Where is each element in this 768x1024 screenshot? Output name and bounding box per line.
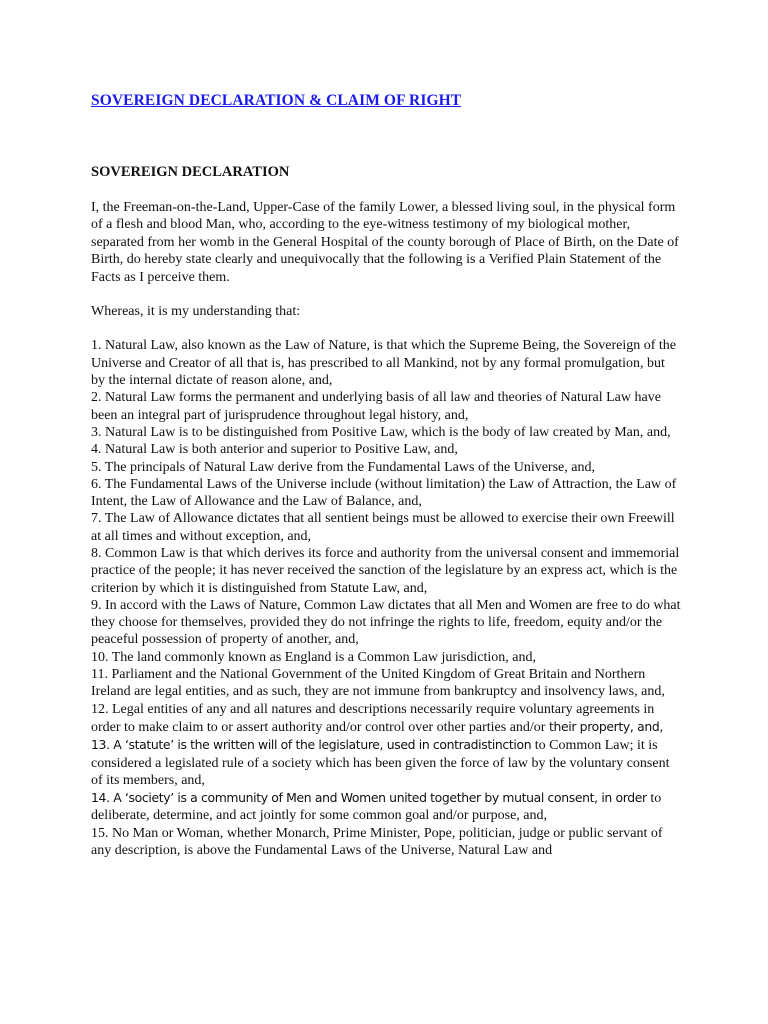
clause-3: 3. Natural Law is to be distinguished from Positive Law, which is the body of law created by Man, and, bbox=[91, 424, 671, 440]
clause-12-text: 12. Legal entities of any and all natures and descriptions necessarily require voluntary agreements in order to make claim to or assert authority and/or control over other parties and/or bbox=[91, 701, 655, 735]
clause-list bbox=[91, 337, 681, 859]
clause-5: 5. The principals of Natural Law derive from the Fundamental Laws of the Universe, and, bbox=[91, 459, 595, 475]
clause-11: 11. Parliament and the National Government of the United Kingdom of Great Britain and Northern Ireland are legal entities, and as such, they are not immune from bankruptcy and insolvency laws, and, bbox=[91, 667, 665, 700]
document-title-link[interactable]: SOVEREIGN DECLARATION & CLAIM OF RIGHT bbox=[91, 92, 462, 109]
clause-13-continuation: to Common Law; it is considered a legislated rule of a society which has been given the force of law by the voluntary consent of its members, and, bbox=[91, 738, 670, 788]
clause-8: 8. Common Law is that which derives its force and authority from the universal consent and immemorial practice of the people; it has never received the sanction of the legislature by an express act, which is the criterion by which it is distinguished from Statute Law, and, bbox=[91, 546, 680, 596]
clause-9: 9. In accord with the Laws of Nature, Common Law dictates that all Men and Women are free to do what they choose for themselves, provided they do not infringe the rights to life, freedom, equity and/or the peaceful possession of property of another, and, bbox=[91, 597, 681, 648]
clause-1: 1. Natural Law, also known as the Law of Nature, is that which the Supreme Being, the Sovereign of the Universe and Creator of all that is, has prescribed to all Mankind, not by any formal promulgation, but by the internal dictate of reason alone, and, bbox=[91, 338, 676, 389]
section-heading: SOVEREIGN DECLARATION bbox=[91, 164, 290, 180]
document-page bbox=[91, 90, 681, 859]
clause-10: 10. The land commonly known as England is a Common Law jurisdiction, and, bbox=[91, 649, 536, 665]
clause-14-continuation: to deliberate, determine, and act jointly for some common goal and/or purpose, and, bbox=[91, 791, 662, 824]
clause-6: 6. The Fundamental Laws of the Universe include (without limitation) the Law of Attraction, the Law of Intent, the Law of Allowance and the Law of Balance, and, bbox=[91, 476, 677, 510]
clause-12 bbox=[91, 701, 681, 789]
clause-14 bbox=[91, 789, 681, 825]
clause-15: 15. No Man or Woman, whether Monarch, Prime Minister, Pope, politician, judge or public servant of any description, is above the Fundamental Laws of the Universe, Natural Law and bbox=[91, 825, 663, 859]
clause-13-inline-text: their property, and, 13. A ‘statute’ is the written will of the legislature, used in contradistinction bbox=[91, 718, 663, 753]
clause-4: 4. Natural Law is both anterior and superior to Positive Law, and, bbox=[91, 442, 458, 458]
clause-14-text: 14. A ‘society’ is a community of Men and Women united together by mutual consent, in order bbox=[91, 790, 647, 806]
clause-7: 7. The Law of Allowance dictates that all sentient beings must be allowed to exercise their own Freewill at all times and without exception, and, bbox=[91, 511, 675, 544]
clause-2: 2. Natural Law forms the permanent and underlying basis of all law and theories of Natural Law have been an integral part of jurisprudence throughout legal history, and, bbox=[91, 390, 661, 423]
intro-paragraph: I, the Freeman-on-the-Land, Upper-Case of the family Lower, a blessed living soul, in the physical form of a flesh and blood Man, who, according to the eye-witness testimony of my biological mother, separated from her womb in the General Hospital of the county borough of Place of Birth, on the Date of Birth, do hereby state clearly and unequivocally that the following is a Verified Plain Statement of the Facts as I perceive them. bbox=[91, 200, 679, 285]
whereas-statement: Whereas, it is my understanding that: bbox=[91, 304, 301, 320]
